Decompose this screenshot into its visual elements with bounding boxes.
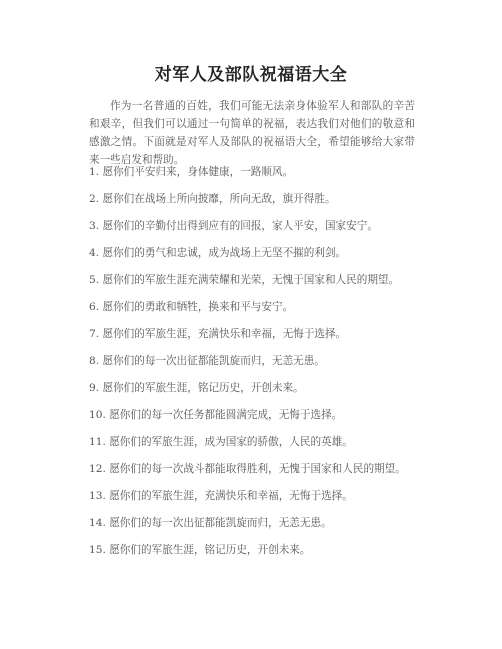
list-item: 12. 愿你们的每一次战斗都能取得胜利，无愧于国家和人民的期望。 — [89, 463, 406, 475]
list-item: 7. 愿你们的军旅生涯，充满快乐和幸福，无悔于选择。 — [89, 328, 347, 340]
list-item: 10. 愿你们的每一次任务都能圆满完成，无悔于选择。 — [89, 409, 343, 421]
list-item: 3. 愿你们的辛勤付出得到应有的回报，家人平安，国家安宁。 — [89, 220, 378, 232]
list-item: 13. 愿你们的军旅生涯，充满快乐和幸福，无悔于选择。 — [89, 490, 353, 502]
blessing-list — [89, 163, 419, 568]
list-item: 4. 愿你们的勇气和忠诚，成为战场上无坚不摧的利剑。 — [89, 247, 347, 259]
list-item: 14. 愿你们的每一次出征都能凯旋而归，无恙无患。 — [89, 517, 332, 529]
list-item: 1. 愿你们平安归来，身体健康，一路顺风。 — [89, 166, 294, 178]
list-item: 5. 愿你们的军旅生涯充满荣耀和光荣，无愧于国家和人民的期望。 — [89, 274, 400, 286]
list-item: 9. 愿你们的军旅生涯，铭记历史，开创未来。 — [89, 382, 304, 394]
list-item: 2. 愿你们在战场上所向披靡，所向无敌，旗开得胜。 — [89, 193, 336, 205]
list-item: 6. 愿你们的勇敢和牺牲，换来和平与安宁。 — [89, 301, 294, 313]
page-title: 对军人及部队祝福语大全 — [154, 65, 348, 85]
list-item: 15. 愿你们的军旅生涯，铭记历史，开创未来。 — [89, 544, 311, 556]
intro-paragraph: 作为一名普通的百姓，我们可能无法亲身体验军人和部队的辛苦和艰辛，但我们可以通过一句简单的祝福，表达我们对他们的敬意和感激之情。下面就是对军人及部队的祝福语大全，希望能够给大家带来一些启发和帮助。 — [89, 100, 415, 166]
list-item: 8. 愿你们的每一次出征都能凯旋而归，无恙无患。 — [89, 355, 325, 367]
list-item: 11. 愿你们的军旅生涯，成为国家的骄傲，人民的英雄。 — [89, 436, 353, 448]
